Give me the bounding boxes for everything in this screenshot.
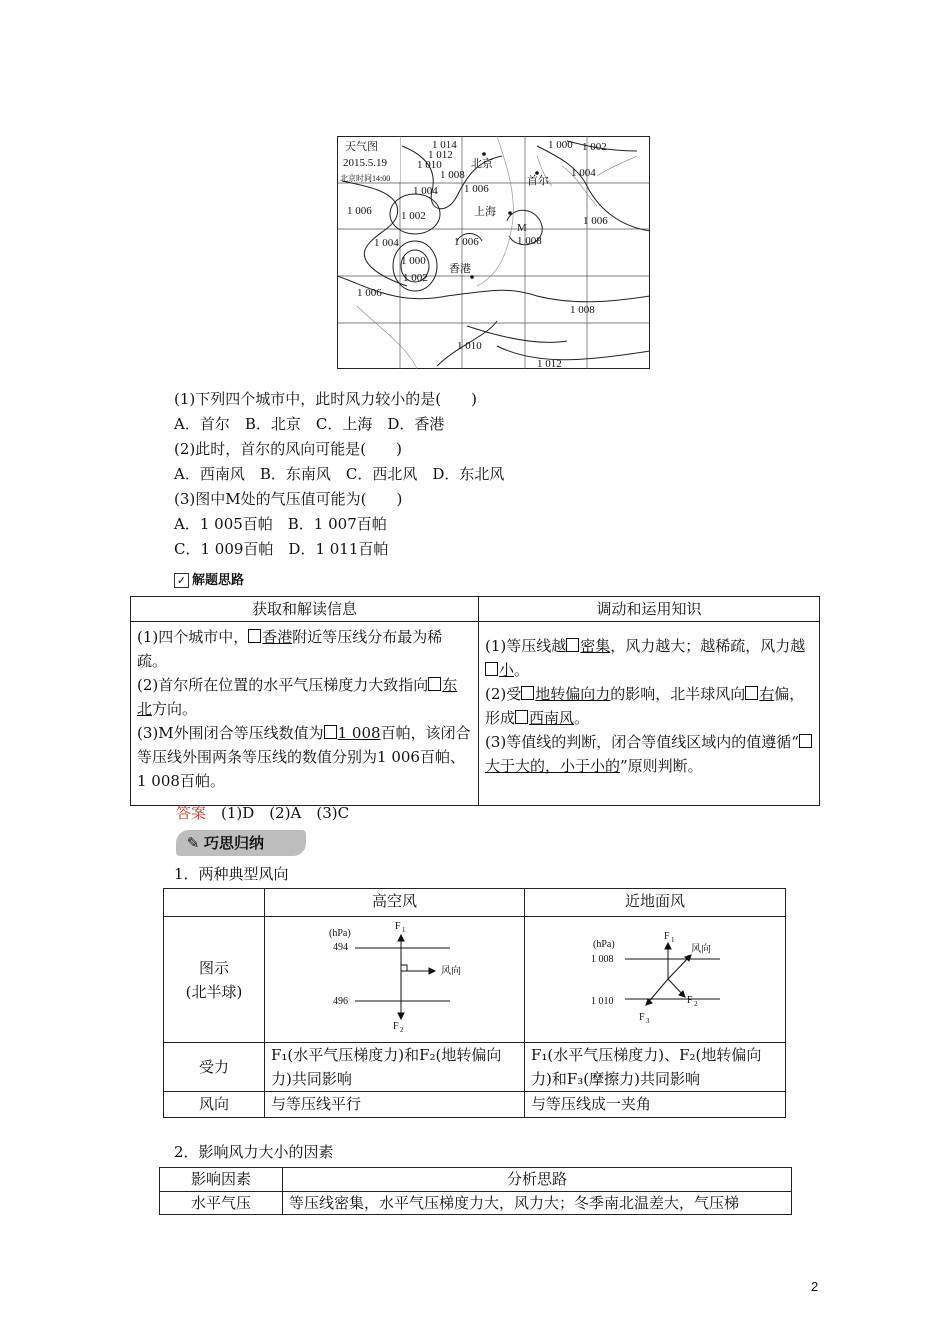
summary-banner: ✎ 巧思归纳 (176, 830, 306, 856)
knowledge-cell: (1)等压线越 密集，风力越大；越稀疏，风力越小。 (2)受 地转偏向力的影响，北半球风向 右偏，形成 西南风。 (3)等值线的判断，闭合等值线区域内的值遵循“大于大的，小于小的”原则判断。 (479, 622, 820, 806)
table-header: 高空风 (265, 889, 525, 917)
map-title-line: 2015.5.19 (343, 157, 387, 169)
section-heading: ✓ 解题思路 (174, 569, 244, 588)
force-upper: F₁(水平气压梯度力)和F₂(地转偏向力)共同影响 (265, 1043, 525, 1092)
weather-map-svg (337, 136, 650, 369)
table-header: 调动和运用知识 (479, 597, 820, 622)
direction-surface: 与等压线成一夹角 (525, 1092, 786, 1118)
isobar-label: 1 000 (548, 139, 573, 151)
factor-cell: 水平气压 (160, 1192, 283, 1215)
svg-text:(hPa): (hPa) (593, 939, 615, 950)
svg-text:风向: 风向 (441, 966, 461, 977)
table-header: 分析思路 (283, 1168, 792, 1192)
table-header: 影响因素 (160, 1168, 283, 1192)
isobar-label: 1 006 (583, 215, 608, 227)
isobar-label: 1 008 (517, 235, 542, 247)
svg-text:F: F (393, 1021, 399, 1032)
isobar-label: 1 002 (582, 141, 607, 153)
svg-text:1 008: 1 008 (591, 954, 614, 965)
list-item: 2．影响风力大小的因素 (174, 1143, 334, 1161)
diagram-label: 图示 (北半球) (164, 917, 265, 1043)
question-1-options: A．首尔 B．北京 C．上海 D．香港 (174, 415, 445, 433)
question-2-options: A．西南风 B．东南风 C．西北风 D．东北风 (174, 465, 505, 483)
surface-wind-svg (525, 917, 785, 1035)
svg-text:(hPa): (hPa) (329, 928, 351, 939)
isobar-label: 1 008 (570, 304, 595, 316)
svg-text:3: 3 (646, 1017, 650, 1025)
direction-upper: 与等压线平行 (265, 1092, 525, 1118)
isobar-label: 1 010 (417, 159, 442, 171)
svg-text:2: 2 (694, 1000, 698, 1008)
analysis-cell: 等压线密集，水平气压梯度力大，风力大；冬季南北温差大，气压梯 (283, 1192, 792, 1215)
wind-table (163, 888, 786, 1118)
city-label: 首尔 (527, 175, 549, 187)
pencil-icon: ✎ (186, 834, 200, 852)
answer-label: 答案 (176, 804, 207, 822)
factor-table (159, 1167, 792, 1215)
svg-text:F: F (664, 931, 670, 942)
svg-text:F: F (687, 995, 693, 1006)
isobar-label: 1 002 (403, 272, 428, 284)
question-3: (3)图中M处的气压值可能为( ) (174, 490, 403, 508)
city-label: 上海 (474, 206, 496, 218)
city-label: 香港 (449, 263, 471, 275)
surface-wind-diagram (525, 917, 786, 1043)
svg-text:F: F (639, 1012, 645, 1023)
answer-line (176, 803, 349, 823)
question-1: (1)下列四个城市中，此时风力较小的是( ) (174, 390, 477, 408)
svg-text:1: 1 (402, 926, 406, 934)
check-icon: ✓ (174, 573, 189, 588)
list-item: 1．两种典型风向 (174, 865, 289, 883)
answer-text: (1)D (2)A (3)C (221, 804, 350, 822)
isobar-label: 1 000 (401, 255, 426, 267)
question-3-options: A．1 005百帕 B．1 007百帕 (174, 515, 387, 533)
isobar-label: 1 008 (440, 169, 465, 181)
map-title-line: 天气图 (345, 141, 378, 153)
upper-wind-diagram (265, 917, 525, 1043)
city-label: M (517, 222, 527, 234)
svg-text:494: 494 (333, 942, 348, 953)
direction-label: 风向 (164, 1092, 265, 1118)
isobar-label: 1 006 (454, 236, 479, 248)
force-surface: F₁(水平气压梯度力)、F₂(地转偏向力)和F₃(摩擦力)共同影响 (525, 1043, 786, 1092)
isobar-label: 1 004 (374, 237, 399, 249)
svg-text:2: 2 (400, 1026, 404, 1034)
table-header: 获取和解读信息 (131, 597, 479, 622)
isobar-label: 1 004 (413, 185, 438, 197)
question-3-options: C．1 009百帕 D．1 011百帕 (174, 540, 389, 558)
page-number: 2 (811, 1279, 819, 1294)
isobar-label: 1 006 (464, 183, 489, 195)
isobar-label: 1 010 (457, 340, 482, 352)
force-label: 受力 (164, 1043, 265, 1092)
svg-text:1: 1 (671, 936, 675, 944)
isobar-label: 1 014 (432, 139, 457, 151)
table-header: 近地面风 (525, 889, 786, 917)
isobar-label: 1 006 (347, 205, 372, 217)
svg-text:1 010: 1 010 (591, 996, 614, 1007)
svg-text:F: F (395, 921, 401, 932)
question-2: (2)此时，首尔的风向可能是( ) (174, 440, 402, 458)
city-label: 北京 (471, 158, 493, 170)
isobar-label: 1 012 (428, 149, 453, 161)
map-title-line: 北京时间14:00 (340, 174, 391, 183)
upper-wind-svg (265, 917, 512, 1035)
info-cell: (1)四个城市中， 香港附近等压线分布最为稀疏。 (2)首尔所在位置的水平气压梯度力大致指向 东北方向。 (3)M外围闭合等压线数值为 1 008百帕，该闭合等压线外围两条等压线的数值分别为1 006百帕、1 008百帕。 (131, 622, 479, 806)
svg-text:496: 496 (333, 996, 348, 1007)
analysis-table (130, 596, 820, 806)
svg-text:风向: 风向 (691, 944, 711, 955)
isobar-label: 1 002 (401, 210, 426, 222)
isobar-label: 1 006 (357, 287, 382, 299)
isobar-label: 1 012 (537, 358, 562, 369)
isobar-label: 1 004 (571, 167, 596, 179)
weather-map (337, 136, 650, 369)
